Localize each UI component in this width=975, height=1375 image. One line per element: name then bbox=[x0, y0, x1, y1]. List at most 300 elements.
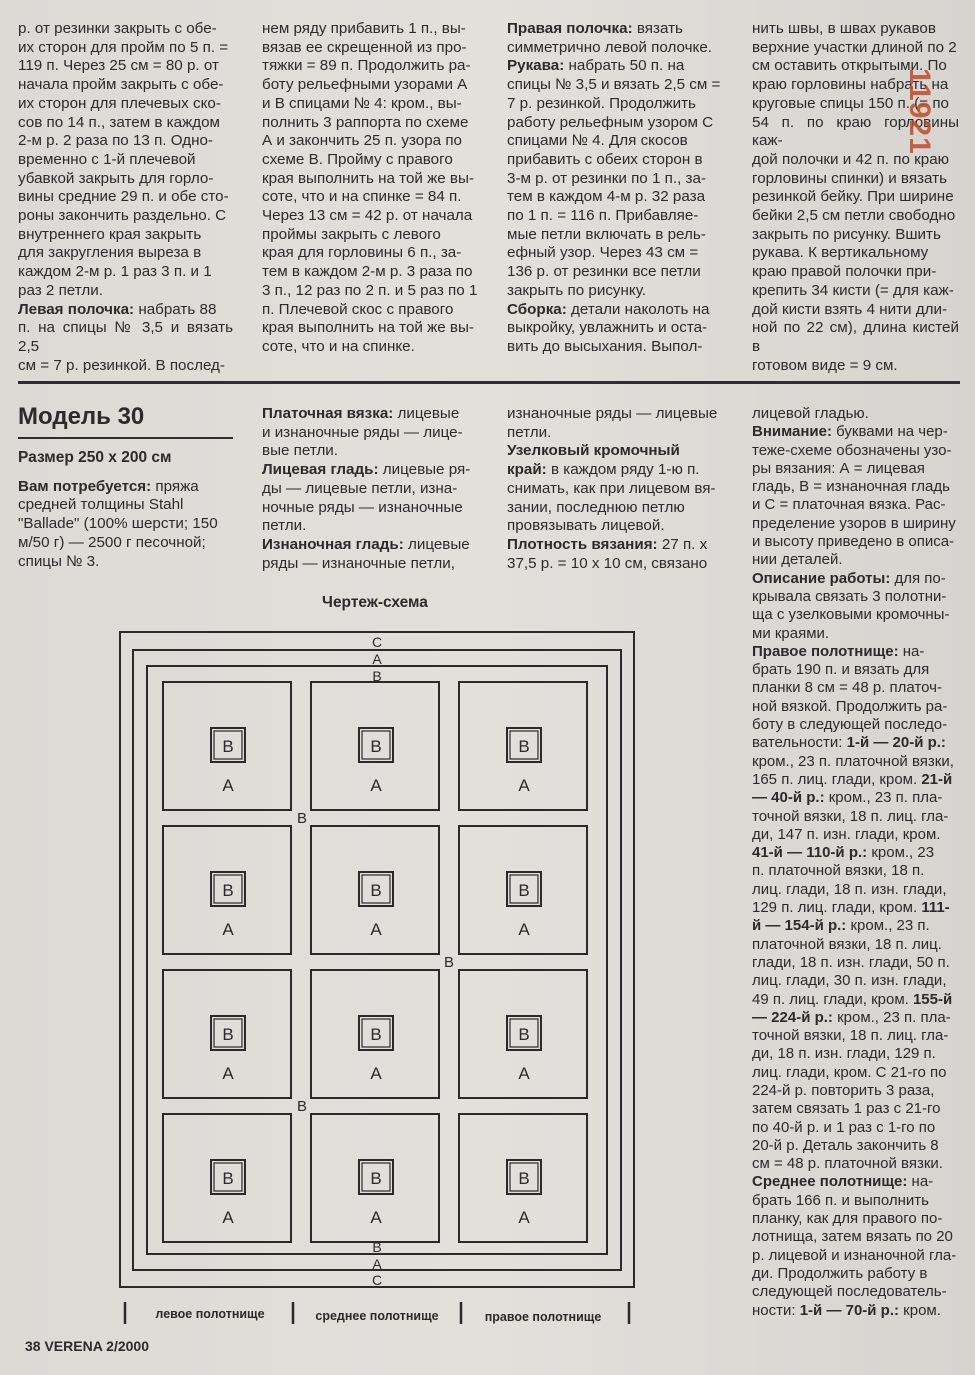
line-text: лиц. глади, кром. С 21-го по bbox=[752, 1063, 947, 1081]
letter-a-cell: А bbox=[222, 776, 234, 795]
text-line bbox=[262, 244, 478, 263]
text-line bbox=[752, 357, 959, 376]
square-a bbox=[459, 1114, 587, 1242]
text-line bbox=[262, 188, 478, 207]
text-line bbox=[752, 244, 959, 263]
text-line bbox=[752, 1064, 959, 1082]
text-line bbox=[507, 499, 722, 518]
letter-a-cell: А bbox=[222, 1208, 234, 1227]
line-text: следующей последователь- bbox=[752, 1283, 947, 1301]
line-text: временно с 1-й плечевой bbox=[18, 150, 196, 168]
text-line bbox=[262, 263, 478, 282]
line-text: п. платочной вязки, 18 п. bbox=[752, 862, 925, 880]
text-line bbox=[752, 442, 959, 460]
text-line bbox=[507, 405, 722, 424]
line-text: 136 р. от резинки все петли bbox=[507, 263, 701, 281]
text-line bbox=[752, 753, 959, 771]
text-line bbox=[507, 95, 722, 114]
inner-square-b-inner bbox=[214, 875, 242, 903]
text-line bbox=[18, 263, 233, 282]
text-line bbox=[752, 1027, 959, 1045]
text-line bbox=[507, 555, 722, 574]
bold-term: 1-й — 70-й р.: bbox=[799, 1301, 900, 1319]
line-text: лицевые ря- bbox=[378, 461, 471, 479]
text-line bbox=[752, 460, 959, 478]
inner-square-b-inner bbox=[214, 731, 242, 759]
line-text: набрать 50 п. на bbox=[564, 57, 685, 75]
text-line bbox=[18, 39, 233, 58]
line-text: кром., 23 п. пла- bbox=[832, 1008, 951, 1026]
line-text: кром., 23 п. платочной вязки, bbox=[752, 752, 954, 770]
inner-square-b bbox=[211, 1160, 245, 1194]
text-line bbox=[507, 301, 722, 320]
text-line bbox=[752, 625, 959, 643]
text-line bbox=[752, 899, 959, 917]
text-line bbox=[18, 188, 233, 207]
line-text: ры вязания: А = лицевая bbox=[752, 459, 925, 477]
line-text: 49 п. лиц. глади, кром. bbox=[752, 990, 913, 1008]
letter-b-gap-2: В bbox=[443, 954, 455, 971]
text-line bbox=[507, 282, 722, 301]
model-column-3 bbox=[507, 405, 722, 573]
line-text: лотнища, затем вязать по 20 bbox=[752, 1228, 953, 1246]
text-line bbox=[752, 972, 959, 990]
text-line bbox=[18, 76, 233, 95]
letter-a-cell: А bbox=[370, 1064, 382, 1083]
text-line bbox=[262, 151, 478, 170]
line-text: горловины спинки) и вязать bbox=[752, 169, 947, 187]
inner-square-b-inner bbox=[510, 731, 538, 759]
line-text: пределение узоров в ширину bbox=[752, 514, 956, 532]
line-text: вые петли. bbox=[262, 442, 339, 460]
letter-b-cell: В bbox=[370, 1169, 382, 1188]
text-line bbox=[18, 553, 233, 572]
line-text: спицы № 3,5 и вязать 2,5 см = bbox=[507, 76, 721, 94]
text-line bbox=[752, 1082, 959, 1100]
text-line bbox=[752, 1283, 959, 1301]
text-line bbox=[752, 881, 959, 899]
model-size: Размер 250 х 200 см bbox=[18, 449, 172, 466]
letter-a-cell: А bbox=[518, 776, 530, 795]
bold-term: Лицевая гладь: bbox=[262, 461, 379, 479]
text-line bbox=[752, 661, 959, 679]
line-text: рукава. К вертикальному bbox=[752, 244, 929, 262]
text-line bbox=[752, 1228, 959, 1246]
line-text: нии деталей. bbox=[752, 551, 843, 569]
line-text: и В спицами № 4: кром., вы- bbox=[262, 94, 462, 112]
bold-term: Изнаночная гладь: bbox=[262, 535, 404, 553]
text-line bbox=[507, 517, 722, 536]
line-text: симметрично левой полочке. bbox=[507, 38, 712, 56]
line-text: набрать 88 bbox=[134, 300, 217, 318]
text-line bbox=[752, 734, 959, 752]
text-line bbox=[752, 1173, 959, 1191]
line-text: ди. Продолжить работу в bbox=[752, 1264, 928, 1282]
line-text: каждом 2-м р. 1 раз 3 п. и 1 bbox=[18, 263, 212, 281]
line-text: платочной вязки, 18 п. лиц. bbox=[752, 935, 942, 953]
bold-term: Вам потребуется: bbox=[18, 477, 152, 495]
text-line bbox=[752, 551, 959, 569]
line-text: гладь, В = изнаночная гладь bbox=[752, 478, 950, 496]
text-line bbox=[18, 496, 233, 515]
letter-a-cell: А bbox=[370, 920, 382, 939]
text-line bbox=[18, 244, 233, 263]
line-text: тяжки = 89 п. Продолжить ра- bbox=[262, 57, 471, 75]
text-line bbox=[752, 808, 959, 826]
line-text: вязать bbox=[632, 20, 683, 37]
line-text: ночные ряды — изнаночные bbox=[262, 498, 463, 516]
line-text: и изнаночные ряды — лице- bbox=[262, 423, 463, 441]
square-a bbox=[163, 682, 291, 810]
text-line bbox=[262, 338, 478, 357]
text-line bbox=[752, 917, 959, 935]
line-text: края выполнить на той же вы- bbox=[262, 319, 474, 337]
text-line bbox=[507, 151, 722, 170]
inner-square-b bbox=[507, 1160, 541, 1194]
text-line bbox=[752, 533, 959, 551]
text-line bbox=[262, 405, 478, 424]
text-line bbox=[752, 1155, 959, 1173]
text-line bbox=[18, 207, 233, 226]
line-text: затем связать 1 раз с 21-го bbox=[752, 1100, 941, 1118]
text-line bbox=[507, 170, 722, 189]
line-text: планки 8 см = 48 р. платоч- bbox=[752, 679, 942, 697]
letter-b-cell: В bbox=[222, 1025, 234, 1044]
line-text: кром., 23 bbox=[867, 844, 935, 862]
bold-term: 155-й bbox=[912, 990, 953, 1008]
text-line bbox=[752, 954, 959, 972]
text-line bbox=[262, 57, 478, 76]
line-text: 27 п. х bbox=[657, 535, 708, 553]
model-column-1 bbox=[18, 403, 233, 571]
bold-term: — 40-й р.: bbox=[752, 789, 825, 807]
bold-term: Платочная вязка: bbox=[262, 405, 394, 422]
line-text: работу рельефным узором С bbox=[507, 113, 714, 131]
materials-text bbox=[18, 478, 233, 572]
text-line bbox=[752, 1137, 959, 1155]
line-text: точной вязки, 18 п. лиц. гла- bbox=[752, 807, 949, 825]
inner-square-b bbox=[211, 1016, 245, 1050]
model-column-4 bbox=[752, 405, 959, 1320]
line-text: ефный узор. Через 43 см = bbox=[507, 244, 699, 262]
line-text: 2-м р. 2 раза по 13 п. Одно- bbox=[18, 132, 213, 150]
text-line bbox=[752, 478, 959, 496]
text-line bbox=[752, 301, 959, 320]
panel-label-middle: среднее полотнище bbox=[315, 1309, 439, 1323]
letter-b-cell: В bbox=[222, 737, 234, 756]
inner-square-b-inner bbox=[362, 731, 390, 759]
line-text: внутреннего края закрыть bbox=[18, 225, 202, 243]
letter-c-bottom: С bbox=[371, 1272, 383, 1288]
bold-term: Плотность вязания: bbox=[507, 535, 658, 553]
letter-a-top: А bbox=[372, 651, 382, 667]
text-line bbox=[752, 1302, 959, 1320]
line-text: 20-й р. Деталь закончить 8 bbox=[752, 1136, 939, 1154]
line-text: 224-й р. повторить 3 раза, bbox=[752, 1081, 935, 1099]
line-text: лиц. глади, 30 п. изн. глади, bbox=[752, 972, 947, 990]
letter-b-gap-3: В bbox=[296, 1098, 308, 1115]
bold-term: Правая полочка: bbox=[507, 20, 633, 37]
letter-b-cell: В bbox=[518, 1169, 530, 1188]
letter-b-top: В bbox=[372, 668, 382, 684]
letter-b-cell: В bbox=[222, 881, 234, 900]
text-line bbox=[18, 301, 233, 320]
line-text: 165 п. лиц. глади, кром. bbox=[752, 770, 922, 788]
line-text: их сторон для плечевых ско- bbox=[18, 94, 221, 112]
text-line bbox=[752, 319, 959, 356]
text-line bbox=[752, 826, 959, 844]
line-text: дой полочки и 42 п. по краю bbox=[752, 150, 950, 168]
inner-square-b bbox=[359, 1160, 393, 1194]
line-text: ди, 147 п. изн. глади, кром. bbox=[752, 825, 941, 843]
bold-term: — 224-й р.: bbox=[752, 1008, 833, 1026]
line-text: крепить 34 кисти (= для каж- bbox=[752, 281, 954, 299]
line-text: кром., 23 п. пла- bbox=[824, 789, 943, 807]
text-line bbox=[507, 76, 722, 95]
text-line bbox=[262, 480, 478, 499]
line-text: выкройку, увлажнить и оста- bbox=[507, 319, 708, 337]
square-a bbox=[311, 826, 439, 954]
line-text: по 1 п. = 116 п. Прибавляе- bbox=[507, 207, 699, 225]
line-text: круговые спицы 150 п. (= по bbox=[752, 94, 949, 112]
text-line bbox=[752, 282, 959, 301]
line-text: на- bbox=[898, 642, 925, 660]
text-line bbox=[262, 170, 478, 189]
line-text: снимать, как при лицевом вя- bbox=[507, 479, 716, 497]
text-line bbox=[18, 319, 233, 356]
text-line bbox=[18, 114, 233, 133]
square-a bbox=[163, 970, 291, 1098]
square-a bbox=[459, 826, 587, 954]
line-text: спицами № 4. Для скосов bbox=[507, 132, 688, 150]
text-line bbox=[262, 461, 478, 480]
text-line bbox=[18, 478, 233, 497]
text-line bbox=[507, 263, 722, 282]
letter-b-cell: В bbox=[222, 1169, 234, 1188]
line-text: планку, как для правого по- bbox=[752, 1210, 943, 1228]
line-text: лицевые bbox=[403, 535, 470, 553]
text-line bbox=[752, 423, 959, 441]
line-text: ряды — изнаночные петли, bbox=[262, 554, 455, 572]
text-line bbox=[507, 338, 722, 357]
line-text: закрыть по рисунку. Вшить bbox=[752, 225, 941, 243]
text-line bbox=[18, 515, 233, 534]
panel-label-right: правое полотнище bbox=[484, 1310, 602, 1324]
text-line bbox=[752, 789, 959, 807]
text-line bbox=[507, 424, 722, 443]
line-text: зании, последнюю петлю bbox=[507, 498, 685, 516]
letter-b-gap-1: В bbox=[296, 810, 308, 827]
text-line bbox=[262, 499, 478, 518]
line-text: детали наколоть на bbox=[566, 300, 710, 318]
bold-term: й — 154-й р.: bbox=[752, 917, 847, 935]
inner-square-b bbox=[507, 872, 541, 906]
bold-term: Правое полотнище: bbox=[752, 642, 899, 660]
line-text: 3 п., 12 раз по 2 п. и 5 раз по 1 bbox=[262, 281, 478, 299]
line-text: п. Плечевой скос с правого bbox=[262, 300, 454, 318]
text-line bbox=[752, 515, 959, 533]
line-text: провязывать лицевой. bbox=[507, 517, 665, 535]
text-line bbox=[507, 226, 722, 245]
line-text: тем в каждом 2-м р. 3 раза по bbox=[262, 263, 473, 281]
text-line bbox=[262, 226, 478, 245]
top-column-2 bbox=[262, 20, 478, 357]
line-text: вязав ее скрещенной из про- bbox=[262, 38, 467, 56]
inner-square-b bbox=[211, 872, 245, 906]
bold-term: Внимание: bbox=[752, 423, 832, 441]
inner-square-b-inner bbox=[510, 875, 538, 903]
text-line bbox=[262, 517, 478, 536]
line-text: краю правой полочки при- bbox=[752, 263, 937, 281]
text-line bbox=[752, 936, 959, 954]
outer-border-c bbox=[120, 632, 634, 1287]
line-text: и высоту приведено в описа- bbox=[752, 533, 955, 551]
line-text: для по- bbox=[890, 569, 946, 587]
page-footer: 38 VERENA 2/2000 bbox=[25, 1338, 149, 1354]
line-text: соте, что и на спинке = 84 п. bbox=[262, 188, 462, 206]
letter-b-cell: В bbox=[518, 881, 530, 900]
inner-square-b bbox=[507, 1016, 541, 1050]
letter-b-bottom: В bbox=[372, 1239, 382, 1255]
line-text: 7 р. резинкой. Продолжить bbox=[507, 94, 696, 112]
line-text: роны закончить раздельно. С bbox=[18, 207, 227, 225]
square-a bbox=[311, 1114, 439, 1242]
text-line bbox=[752, 1119, 959, 1137]
bold-term: 111- bbox=[921, 899, 950, 917]
line-text: см оставить открытыми. По bbox=[752, 57, 947, 75]
bold-term: Рукава: bbox=[507, 57, 565, 75]
letter-a-bottom: А bbox=[372, 1256, 382, 1272]
inner-square-b-inner bbox=[214, 1019, 242, 1047]
line-text: 119 п. Через 25 см = 80 р. от bbox=[18, 57, 219, 75]
line-text: начала пройм закрыть с обе- bbox=[18, 76, 224, 94]
line-text: брать 190 п. и вязать для bbox=[752, 661, 930, 679]
bold-term: край: bbox=[507, 461, 547, 479]
line-text: теже-схеме обозначены узо- bbox=[752, 441, 952, 459]
panel-label-left: левое полотнище bbox=[155, 1307, 265, 1321]
line-text: кром. bbox=[899, 1301, 941, 1319]
text-line bbox=[18, 534, 233, 553]
text-line bbox=[507, 207, 722, 226]
top-column-3 bbox=[507, 20, 722, 357]
letter-b-cell: В bbox=[518, 737, 530, 756]
line-text: и С = платочная вязка. Рас- bbox=[752, 496, 946, 514]
line-text: см = 48 р. платочной вязки. bbox=[752, 1155, 943, 1173]
line-text: ности: bbox=[752, 1301, 800, 1319]
line-text: резинкой бейку. При ширине bbox=[752, 188, 954, 206]
line-text: вательности: bbox=[752, 734, 847, 752]
line-text: мые петли включать в рель- bbox=[507, 225, 706, 243]
line-text: боту в следующей последо- bbox=[752, 716, 948, 734]
inner-square-b-inner bbox=[362, 1019, 390, 1047]
text-line bbox=[752, 844, 959, 862]
text-line bbox=[507, 114, 722, 133]
text-line bbox=[752, 1009, 959, 1027]
line-text: в каждом ряду 1-ю п. bbox=[546, 461, 700, 479]
inner-square-b-inner bbox=[510, 1019, 538, 1047]
text-line bbox=[507, 442, 722, 461]
inner-square-b-inner bbox=[510, 1163, 538, 1191]
line-text: брать 166 п. и выполнить bbox=[752, 1191, 929, 1209]
letter-b-cell: В bbox=[370, 1025, 382, 1044]
text-line bbox=[507, 132, 722, 151]
title-underline bbox=[18, 437, 233, 439]
line-text: боту рельефными узорами А bbox=[262, 76, 468, 94]
inner-square-b bbox=[359, 1016, 393, 1050]
inner-square-b bbox=[507, 728, 541, 762]
line-text: петли. bbox=[507, 423, 552, 441]
text-line bbox=[507, 461, 722, 480]
text-line bbox=[262, 555, 478, 574]
text-line bbox=[752, 698, 959, 716]
text-line bbox=[18, 226, 233, 245]
line-text: А и закончить 25 п. узора по bbox=[262, 132, 462, 150]
line-text: дой кисти взять 4 нити дли- bbox=[752, 300, 948, 318]
line-text: вить до высыхания. Выпол- bbox=[507, 337, 703, 355]
letter-c-top: С bbox=[371, 634, 383, 650]
text-line bbox=[262, 301, 478, 320]
line-text: изнаночные ряды — лицевые bbox=[507, 405, 718, 422]
text-line bbox=[752, 263, 959, 282]
text-line bbox=[752, 588, 959, 606]
text-line bbox=[752, 188, 959, 207]
line-text: убавкой закрыть для горло- bbox=[18, 169, 214, 187]
text-line bbox=[262, 282, 478, 301]
letter-b-cell: В bbox=[370, 881, 382, 900]
text-line bbox=[507, 57, 722, 76]
border-b bbox=[147, 666, 607, 1254]
line-text: р. от резинки закрыть с обе- bbox=[18, 20, 217, 37]
line-text: пряжа bbox=[151, 477, 199, 495]
line-text: Через 13 см = 42 р. от начала bbox=[262, 207, 473, 225]
square-a bbox=[163, 826, 291, 954]
line-text: ди, 18 п. изн. глади, 129 п. bbox=[752, 1045, 936, 1063]
line-text: соте, что и на спинке. bbox=[262, 337, 415, 355]
text-line bbox=[752, 20, 959, 39]
text-line bbox=[752, 862, 959, 880]
inner-square-b-inner bbox=[214, 1163, 242, 1191]
line-text: раз 2 петли. bbox=[18, 281, 103, 299]
inner-square-b bbox=[359, 872, 393, 906]
text-line bbox=[752, 606, 959, 624]
top-column-1 bbox=[18, 20, 233, 375]
inner-square-b bbox=[211, 728, 245, 762]
square-a bbox=[459, 970, 587, 1098]
line-text: на- bbox=[907, 1173, 934, 1191]
text-line bbox=[262, 39, 478, 58]
letter-b-cell: В bbox=[370, 737, 382, 756]
line-text: прибавить с обеих сторон в bbox=[507, 150, 703, 168]
text-line bbox=[507, 536, 722, 555]
line-text: крывала связать 3 полотни- bbox=[752, 587, 947, 605]
line-text: бейки 2,5 см петли свободно bbox=[752, 207, 956, 225]
line-text: ща с узелковыми кромочны- bbox=[752, 606, 950, 624]
text-line bbox=[262, 95, 478, 114]
line-text: ми краями. bbox=[752, 624, 830, 642]
text-line bbox=[507, 20, 722, 39]
line-text: закрыть по рисунку. bbox=[507, 281, 647, 299]
text-line bbox=[752, 39, 959, 58]
text-line bbox=[752, 226, 959, 245]
bold-term: 1-й — 20-й р.: bbox=[846, 734, 946, 752]
line-text: 37,5 р. = 10 х 10 см, связано bbox=[507, 554, 708, 572]
bold-term: Сборка: bbox=[507, 300, 567, 318]
line-text: лицевой гладью. bbox=[752, 405, 869, 422]
text-line bbox=[752, 1210, 959, 1228]
text-line bbox=[752, 1045, 959, 1063]
line-text: ной по 22 см), длина кистей в bbox=[752, 319, 959, 355]
letter-a-cell: А bbox=[370, 1208, 382, 1227]
